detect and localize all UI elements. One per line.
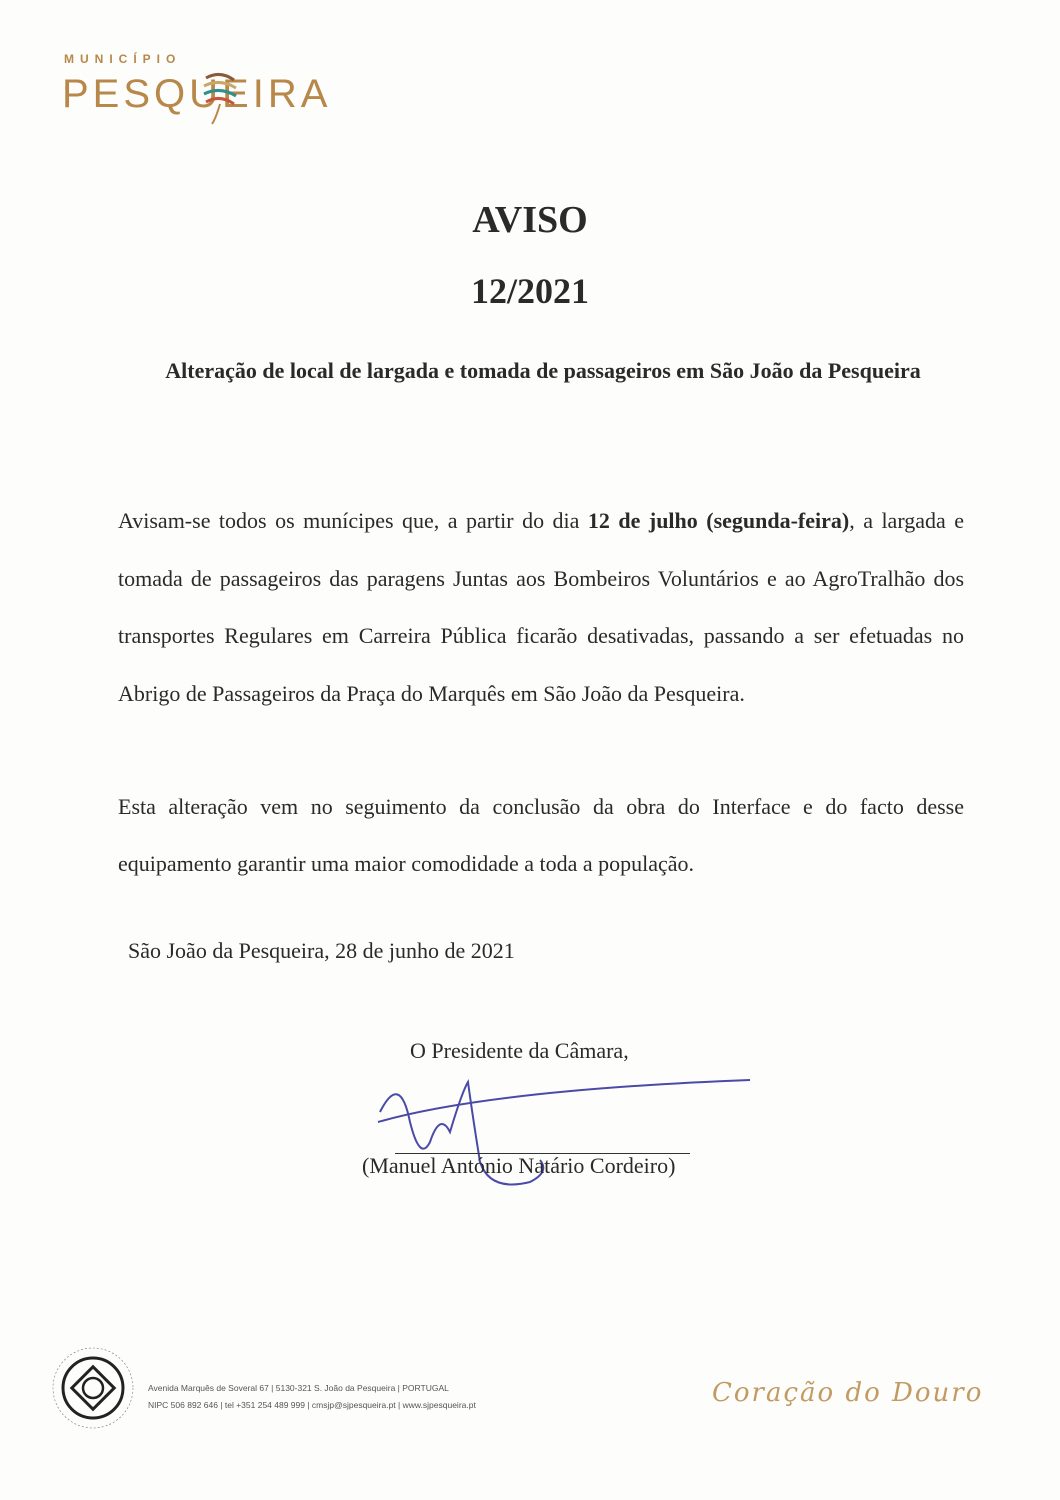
footer-address: Avenida Marquês de Soveral 67 | 5130-321 S. João da Pesqueira | PORTUGAL <box>148 1383 449 1393</box>
signatory-role: O Presidente da Câmara, <box>410 1038 629 1063</box>
unesco-heritage-badge <box>48 1343 138 1433</box>
date-line: São João da Pesqueira, 28 de junho de 2021 <box>128 938 515 963</box>
body-paragraph-1 <box>118 492 964 722</box>
effective-date: 12 de julho (segunda-feira) <box>587 508 850 533</box>
body-paragraph-2: Esta alteração vem no seguimento da conclusão da obra do Interface e do facto desse equipamento garantir uma maior comodidade a toda a população. <box>118 794 964 876</box>
body-paragraph-1-rest: , a largada e tomada de passageiros das paragens Juntas aos Bombeiros Voluntários e ao AgroTralhão dos transportes Regulares em Carreira Pública ficarão desativadas, passando a ser efetuadas no Abrigo de Passageiros da Praça do Marquês em São João da Pesqueira. <box>118 508 965 706</box>
notice-title: AVISO <box>472 199 588 241</box>
logo-wordmark: PESQUEIRA <box>62 72 332 116</box>
logo-municipio-label: MUNICÍPIO <box>64 52 182 66</box>
logo-wave-icon <box>198 66 242 126</box>
slogan: Coração do Douro <box>712 1378 984 1408</box>
notice-number: 12/2021 <box>470 271 589 311</box>
municipality-logo <box>62 52 362 132</box>
notice-subject: Alteração de local de largada e tomada de passageiros em São João da Pesqueira <box>165 358 921 383</box>
handwritten-signature <box>370 1072 760 1202</box>
body-paragraph-1-start: Avisam-se todos os munícipes que, a partir do dia <box>118 508 588 533</box>
footer-contact <box>148 1380 476 1414</box>
signatory-name: (Manuel António Natário Cordeiro) <box>362 1153 676 1178</box>
footer-contacts: NIPC 506 892 646 | tel +351 254 489 999 | cmsjp@sjpesqueira.pt | www.sjpesqueira.pt <box>148 1400 476 1410</box>
